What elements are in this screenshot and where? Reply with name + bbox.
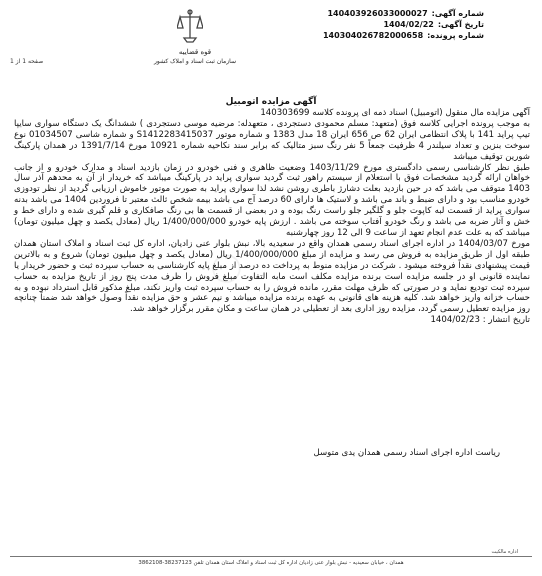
body-paragraph-vehicle: به موجب پرونده اجرایی کلاسه فوق (متعهد: مسلم محمودی دستجردی ، متعهدله: مرضیه موسی دستجردی ) ششدانگ یک دستگاه سواری سایپا تیپ پراید 141 با پلاک انتظامی ایران 62 ص 656 ایران 18 مدل 1383 و شماره موتور S1412283415037 و شماره شاسی 01034507 نوع سوخت بنزین و تعداد سیلندر 4 ظرفیت جمعاً 5 نفر رنگ سبز متالیک که برابر سند نکاحیه شماره 10921 مورخ 1391/7/14 در همدان پارکینگ شورین توقیف میباشد — [14, 118, 530, 162]
organization-subtitle: سازمان ثبت اسناد و املاک کشور — [153, 58, 237, 65]
case-number-value: 140304026782000658 — [322, 31, 424, 40]
notice-title: آگهی مزایده اتومبیل — [225, 97, 317, 107]
page-number: صفحه 1 از 1 — [10, 58, 44, 65]
signature-line: ریاست اداره اجرای اسناد رسمی همدان یدی متوسل — [313, 448, 500, 458]
notice-date-row — [262, 19, 484, 30]
notice-body — [14, 108, 530, 326]
footer-address: همدان ، خیابان سعیدیه - نبش بلوار عنی زادیان اداره کل ثبت اسناد و املاک استان همدان تلفن 38237123-3862108 — [138, 560, 404, 566]
body-paragraph-inspection: طبق نظر کارشناسی رسمی دادگستری مورخ 1403/11/29 وضعیت ظاهری و فنی خودرو در زمان بازدید اسناد و مدارک خودرو و از جانب خواهان ارائه گردید مشخصات فوق با استعلام از سیستم راهور ثبت گردید سواری پراید در پارکینگ میباشد که خریدار از آن به محدهم آذر سال 1403 متوقف می باشد که در حین بازدید بعلت دشارژ باطری روشن نشد لذا سواری پراید به صورت موتور خاموش ارزیابی گردید از نظر تودوزی خودرو مناسب بود و دارای ضبط و باند می باشد و لاستیک ها دارای 60 درصد آج می باشد بیمه شخص ثالث معتبر تا فروردین 1404 می باشد بدنه سواری پراید از قسمت لبه کاپوت جلو و گلگیر جلو راست رنگ بوده و در بعضی از قسمت ها بی رنگ صافکاری و قلم گیری شده و دارای خط و خش و آثار ضربه می باشد و رنگ خودرو آفتاب سوخته می باشد . ارزش پایه خودرو 1/400/000/000 ریال (معادل یکصد و چهل میلیون تومان) میباشد که به علت عدم انجام تعهد از ساعت 9 الی 12 روز چهارشنبه — [14, 162, 531, 238]
notice-number-row — [262, 8, 484, 19]
case-number-label: شماره پرونده: — [427, 31, 484, 40]
organization-name: قوه قضاییه — [178, 48, 212, 56]
footer-department: اداره مالکیت — [491, 549, 518, 555]
body-paragraph-heading: آگهی مزایده مال منقول (اتومبیل) اسناد ذمه ای پرونده کلاسه 140303699 — [260, 108, 530, 118]
notice-number-label: شماره آگهی: — [431, 9, 484, 18]
body-paragraph-publish-date: تاریخ انتشار : 1404/02/23 — [430, 315, 530, 326]
body-paragraph-auction-terms: مورخ 1404/03/07 در اداره اجرای اسناد رسمی همدان واقع در سعیدیه بالا، نبش بلوار عنی زادیان، اداره کل ثبت اسناد و املاک استان همدان طبقه اول از طریق مزایده به فروش می رسد و مزایده از مبلغ 1/400/000/000 ریال (معادل یکصد و چهل میلیون تومان) شروع و به بالاترین قیمت پیشنهادی نقداً فروخته میشود . شرکت در مزایده منوط به پرداخت ده درصد از مبلغ پایه کارشناسی به حساب سپرده ثبت و حضور خریدار یا نماینده قانونی او در جلسه مزایده است برنده مزایده مکلف است مابه التفاوت مبلغ فروش را ظرف مدت پنج روز از تاریخ مزایده به حساب سپرده ثبت تودیع نماید و در صورتی که ظرف مهلت مقرر، مانده فروش را به حساب سپرده ثبت واریز نکند، مبلغ مذکور قابل استرداد نبوده و به حساب خزانه واریز خواهد شد. کلیه هزینه های قانونی به عهده برنده مزایده میباشد و نیم عشر و حق مزایده نقداً وصول خواهد شد ضمناً چنانچه روز مزایده تعطیل رسمی گردد، مزایده روز اداری بعد از تعطیلی در همان ساعت و مکان مقرر برگزار خواهد شد. — [14, 238, 530, 315]
watermark: ◯ — [205, 245, 246, 288]
footer-divider — [10, 556, 532, 557]
case-number-row — [262, 30, 484, 41]
notice-number-value: 140403926033000027 — [327, 9, 428, 18]
notice-date-label: تاریخ آگهی: — [437, 20, 484, 29]
judiciary-emblem-icon — [177, 8, 203, 44]
notice-meta — [262, 8, 484, 41]
notice-date-value: 1404/02/22 — [383, 20, 434, 29]
